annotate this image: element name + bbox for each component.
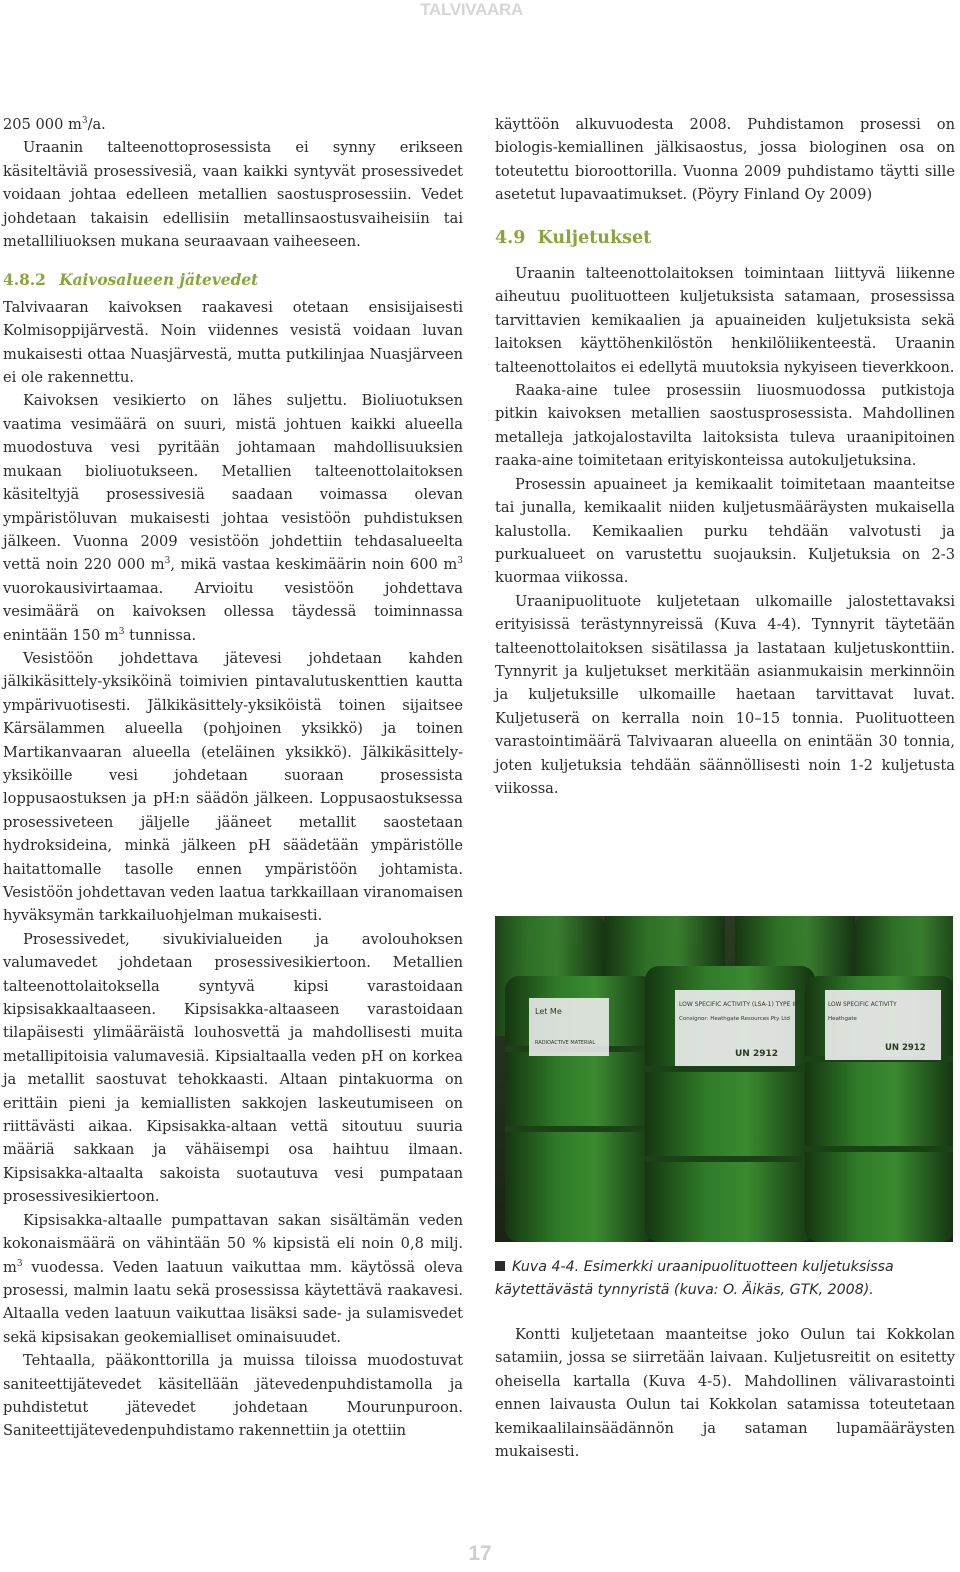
running-title: TALVIVAARA: [420, 0, 523, 19]
section-number: 4.9: [495, 227, 526, 248]
text: vuorokausivirtaamaa. Arvioitu vesistöön johdettava vesimäärä on kaivoksen ollessa täydessä toiminnassa enintään 150 m: [3, 579, 463, 644]
text: Kaivoksen vesikierto on lähes suljettu. Bioliuotuksen vaatima vesimäärä on suuri, mistä johtuen kaikki alueella muodostuva vesi pyritään johtamaan mahdollisuuksien mukaan bioliuotukseen. Metallien talteenottolaitoksen käsiteltyjä prosessivesiä saadaan voimassa olevan ympäristöluvan mukaisesti johtaa vesistöön puhdistuksen jälkeen. Vuonna 2009 vesistöön johdettiin tehdasalueelta vettä noin 220 000 m: [3, 392, 463, 574]
paragraph: [3, 389, 463, 646]
svg-text:RADIOACTIVE MATERIAL: RADIOACTIVE MATERIAL: [535, 1040, 596, 1046]
superscript: 3: [16, 1258, 23, 1269]
paragraph: Prosessivedet, sivukivialueiden ja avolouhoksen valumavedet johdetaan prosessivesikiertoon. Metallien talteenottolaitoksella syntyvä kipsi varastoidaan kipsisakkaaltaaseen. Kipsisakka-altaaseen varastoidaan tilapäisesti ylimääräistä louhosvettä ja mahdollisesti muita metallipitoisia valumavesiä. Kipsialtaalla veden pH on korkea ja metallit saostuvat tehokkaasti. Altaan pintakuorma on erittäin pieni ja kemiallisten sakkojen laskeutumiseen on riittävästi aikaa. Kipsisakka-altaan vettä sitoutuu suuria määriä sakkaan ja vähäisempi osa haihtuu ilmaan. Kipsisakka-altaalta sakoista suotautuva vesi pumpataan prosessivesikiertoon.: [3, 930, 463, 1206]
paragraph: Prosessin apuaineet ja kemikaalit toimitetaan maanteitse tai junalla, kemikaalit niiden kuljetusmääräysten mukaisella kalustolla. Kemikaalien purku tehdään valvotusti ja purkualueet on varustettu suojauksin. Kuljetuksia on 2-3 kuormaa viikossa.: [495, 475, 955, 587]
paragraph: [3, 1209, 463, 1349]
superscript: 3: [457, 556, 463, 567]
barrels-photo: [495, 916, 953, 1242]
section-title: Kaivosalueen jätevedet: [59, 271, 259, 290]
left-column: [3, 113, 463, 1443]
barrels-illustration: [495, 916, 953, 1242]
paragraph: Uraanipuolituote kuljetetaan ulkomaille jalostettavaksi erityisissä terästynnyreissä (Kuva 4-4). Tynnyrit täytetään talteenottolaitoksen sisätilassa ja lastataan kuljetuskonttiin. Tynnyrit ja kuljetukset merkitään asianmukaisin merkinnöin ja kuljetuksille ulkomaille haetaan tarvittavat luvat. Kuljetuserä on kerralla noin 10–15 tonnia. Puolituotteen varastointimäärä Talvivaaran alueella on enintään 30 tonnia, joten kuljetuksia tehdään säännöllisesti noin 1-2 kuljetusta viikossa.: [495, 592, 955, 797]
right-column-continued: [495, 1323, 955, 1463]
paragraph: Uraanin talteenottolaitoksen toimintaan liittyvä liikenne aiheutuu puolituotteen kuljetuksista satamaan, prosessissa tarvittavien kemikaalien ja apuaineiden kuljetuksista sekä laitoksen käyttöhenkilöstön henkilöliikenteestä. Uraanin talteenottolaitos ei edellytä muutoksia nykyiseen tieverkkoon.: [495, 265, 955, 376]
text: /a.: [87, 116, 106, 133]
caption-text: Kuva 4-4. Esimerkki uraanipuolituotteen kuljetuksissa käytettävästä tynnyristä (kuva: O. Äikäs, GTK, 2008).: [495, 1259, 894, 1298]
section-title: Kuljetukset: [537, 227, 652, 248]
text: 205 000 m: [3, 116, 82, 133]
svg-text:LOW SPECIFIC ACTIVITY (LSA-1): LOW SPECIFIC ACTIVITY (LSA-1) TYPE IP-1: [679, 1001, 804, 1008]
paragraph: käyttöön alkuvuodesta 2008. Puhdistamon prosessi on biologis-kemiallinen jälkisaostus, jossa biologinen osa on toteutettu bioroottorilla. Vuonna 2009 puhdistamo täytti sille asetetut lupavaatimukset. (Pöyry Finland Oy 2009): [495, 116, 955, 204]
paragraph: Vesistöön johdettava jätevesi johdetaan kahden jälkikäsittely-yksiköinä toimivien pintavalutuskenttien kautta ympärivuotisesti. Jälkikäsittely-yksiköistä toinen sijaitsee Kärsälammen alueella (pohjoinen yksikkö) ja toinen Martikanvaaran alueella (eteläinen yksikkö). Jälkikäsittely-yksiköille vesi johdetaan suoraan prosessista loppusaostuksen ja pH:n säädön jälkeen. Loppusaostuksessa prosessiveteen jäljelle jääneet metallit saostetaan hydroksideina, minkä jälkeen pH säädetään ympäristölle haitattomalle tasolle ennen ympäristöön johtamista. Vesistöön johdettavan veden laatua tarkkaillaan viranomaisen hyväksymän tarkkailuohjelman mukaisesti.: [3, 649, 463, 925]
drum-label: [675, 990, 804, 1066]
superscript: 3: [81, 116, 88, 127]
page-number: 17: [468, 1542, 492, 1565]
svg-text:Consignor: Heathgate Resources: Consignor: Heathgate Resources Pty Ltd: [679, 1016, 790, 1022]
svg-text:LOW SPECIFIC ACTIVITY: LOW SPECIFIC ACTIVITY: [828, 1002, 897, 1008]
text: , mikä vastaa keskimäärin noin 600 m: [170, 556, 458, 574]
superscript: 3: [118, 626, 125, 637]
figure-caption: [495, 1256, 955, 1302]
svg-text:UN 2912: UN 2912: [735, 1049, 779, 1059]
section-number: 4.8.2: [3, 271, 46, 290]
text: vuodessa. Veden laatuun vaikuttaa mm. käytössä oleva prosessi, malmin laatu sekä prosessissa käytettävä raakavesi. Altaalla veden laatuun vaikuttaa lisäksi sade- ja sulamisvedet sekä kipsisakan geokemialliset ominaisuudet.: [3, 1258, 463, 1346]
paragraph: Tehtaalla, pääkonttorilla ja muissa tiloissa muodostuvat saniteettijätevedet käsitellään jätevedenpuhdistamolla ja puhdistetut jätevedet johdetaan Mourunpuroon. Saniteettijätevedenpuhdistamo rakennettiin ja otettiin: [3, 1352, 463, 1440]
svg-text:Let Me: Let Me: [535, 1007, 562, 1016]
text: tunnissa.: [124, 626, 197, 644]
paragraph: Kontti kuljetetaan maanteitse joko Oulun tai Kokkolan satamiin, jossa se siirretään laivaan. Kuljetusreitit on esitetty oheisella kartalla (Kuva 4-5). Mahdollinen välivarastointi ennen laivausta Oulun tai Kokkolan satamissa toteutetaan kemikaalilainsäädännön ja sataman lupamääräysten mukaisesti.: [495, 1326, 955, 1461]
drum-label: [529, 998, 609, 1056]
section-heading: [495, 227, 955, 250]
superscript: 3: [164, 556, 171, 567]
paragraph: [3, 113, 463, 136]
svg-text:Heathgate: Heathgate: [828, 1016, 857, 1022]
right-column: [495, 113, 955, 800]
paragraph: Talvivaaran kaivoksen raakavesi otetaan ensisijaisesti Kolmisoppijärvestä. Noin viidennes vesistä voidaan luvan mukaisesti ottaa Nuasjärvestä, mutta putkilinjaa Nuasjärveen ei ole rakennettu.: [3, 298, 463, 387]
caption-bullet: [495, 1261, 505, 1271]
paragraph: Uraanin talteenottoprosessista ei synny erikseen käsiteltäviä prosessivesiä, vaan kaikki syntyvät prosessivedet voidaan johtaa edelleen metallien saostusprosessiin. Vedet johdetaan takaisin edellisiin metallinsaostusvaiheisiin tai metalliliuoksen mukana seuraavaan vaiheeseen.: [3, 139, 463, 251]
svg-text:UN 2912: UN 2912: [885, 1043, 926, 1053]
text: Kipsisakka-altaalle pumpattavan sakan sisältämän veden kokonaismäärä on vähintään 50 % kipsistä eli noin 0,8 milj. m: [3, 1211, 463, 1276]
page-header: [0, 0, 960, 22]
drum-label: [825, 990, 941, 1060]
paragraph: Raaka-aine tulee prosessiin liuosmuodossa putkistoja pitkin kaivoksen metallien saostusprosessista. Mahdollinen metalleja jatkojalostavilta laitoksista tuleva uraanipitoinen raaka-aine toimitetaan erityiskonteissa autokuljetuksina.: [495, 382, 955, 470]
section-heading: [3, 269, 463, 292]
